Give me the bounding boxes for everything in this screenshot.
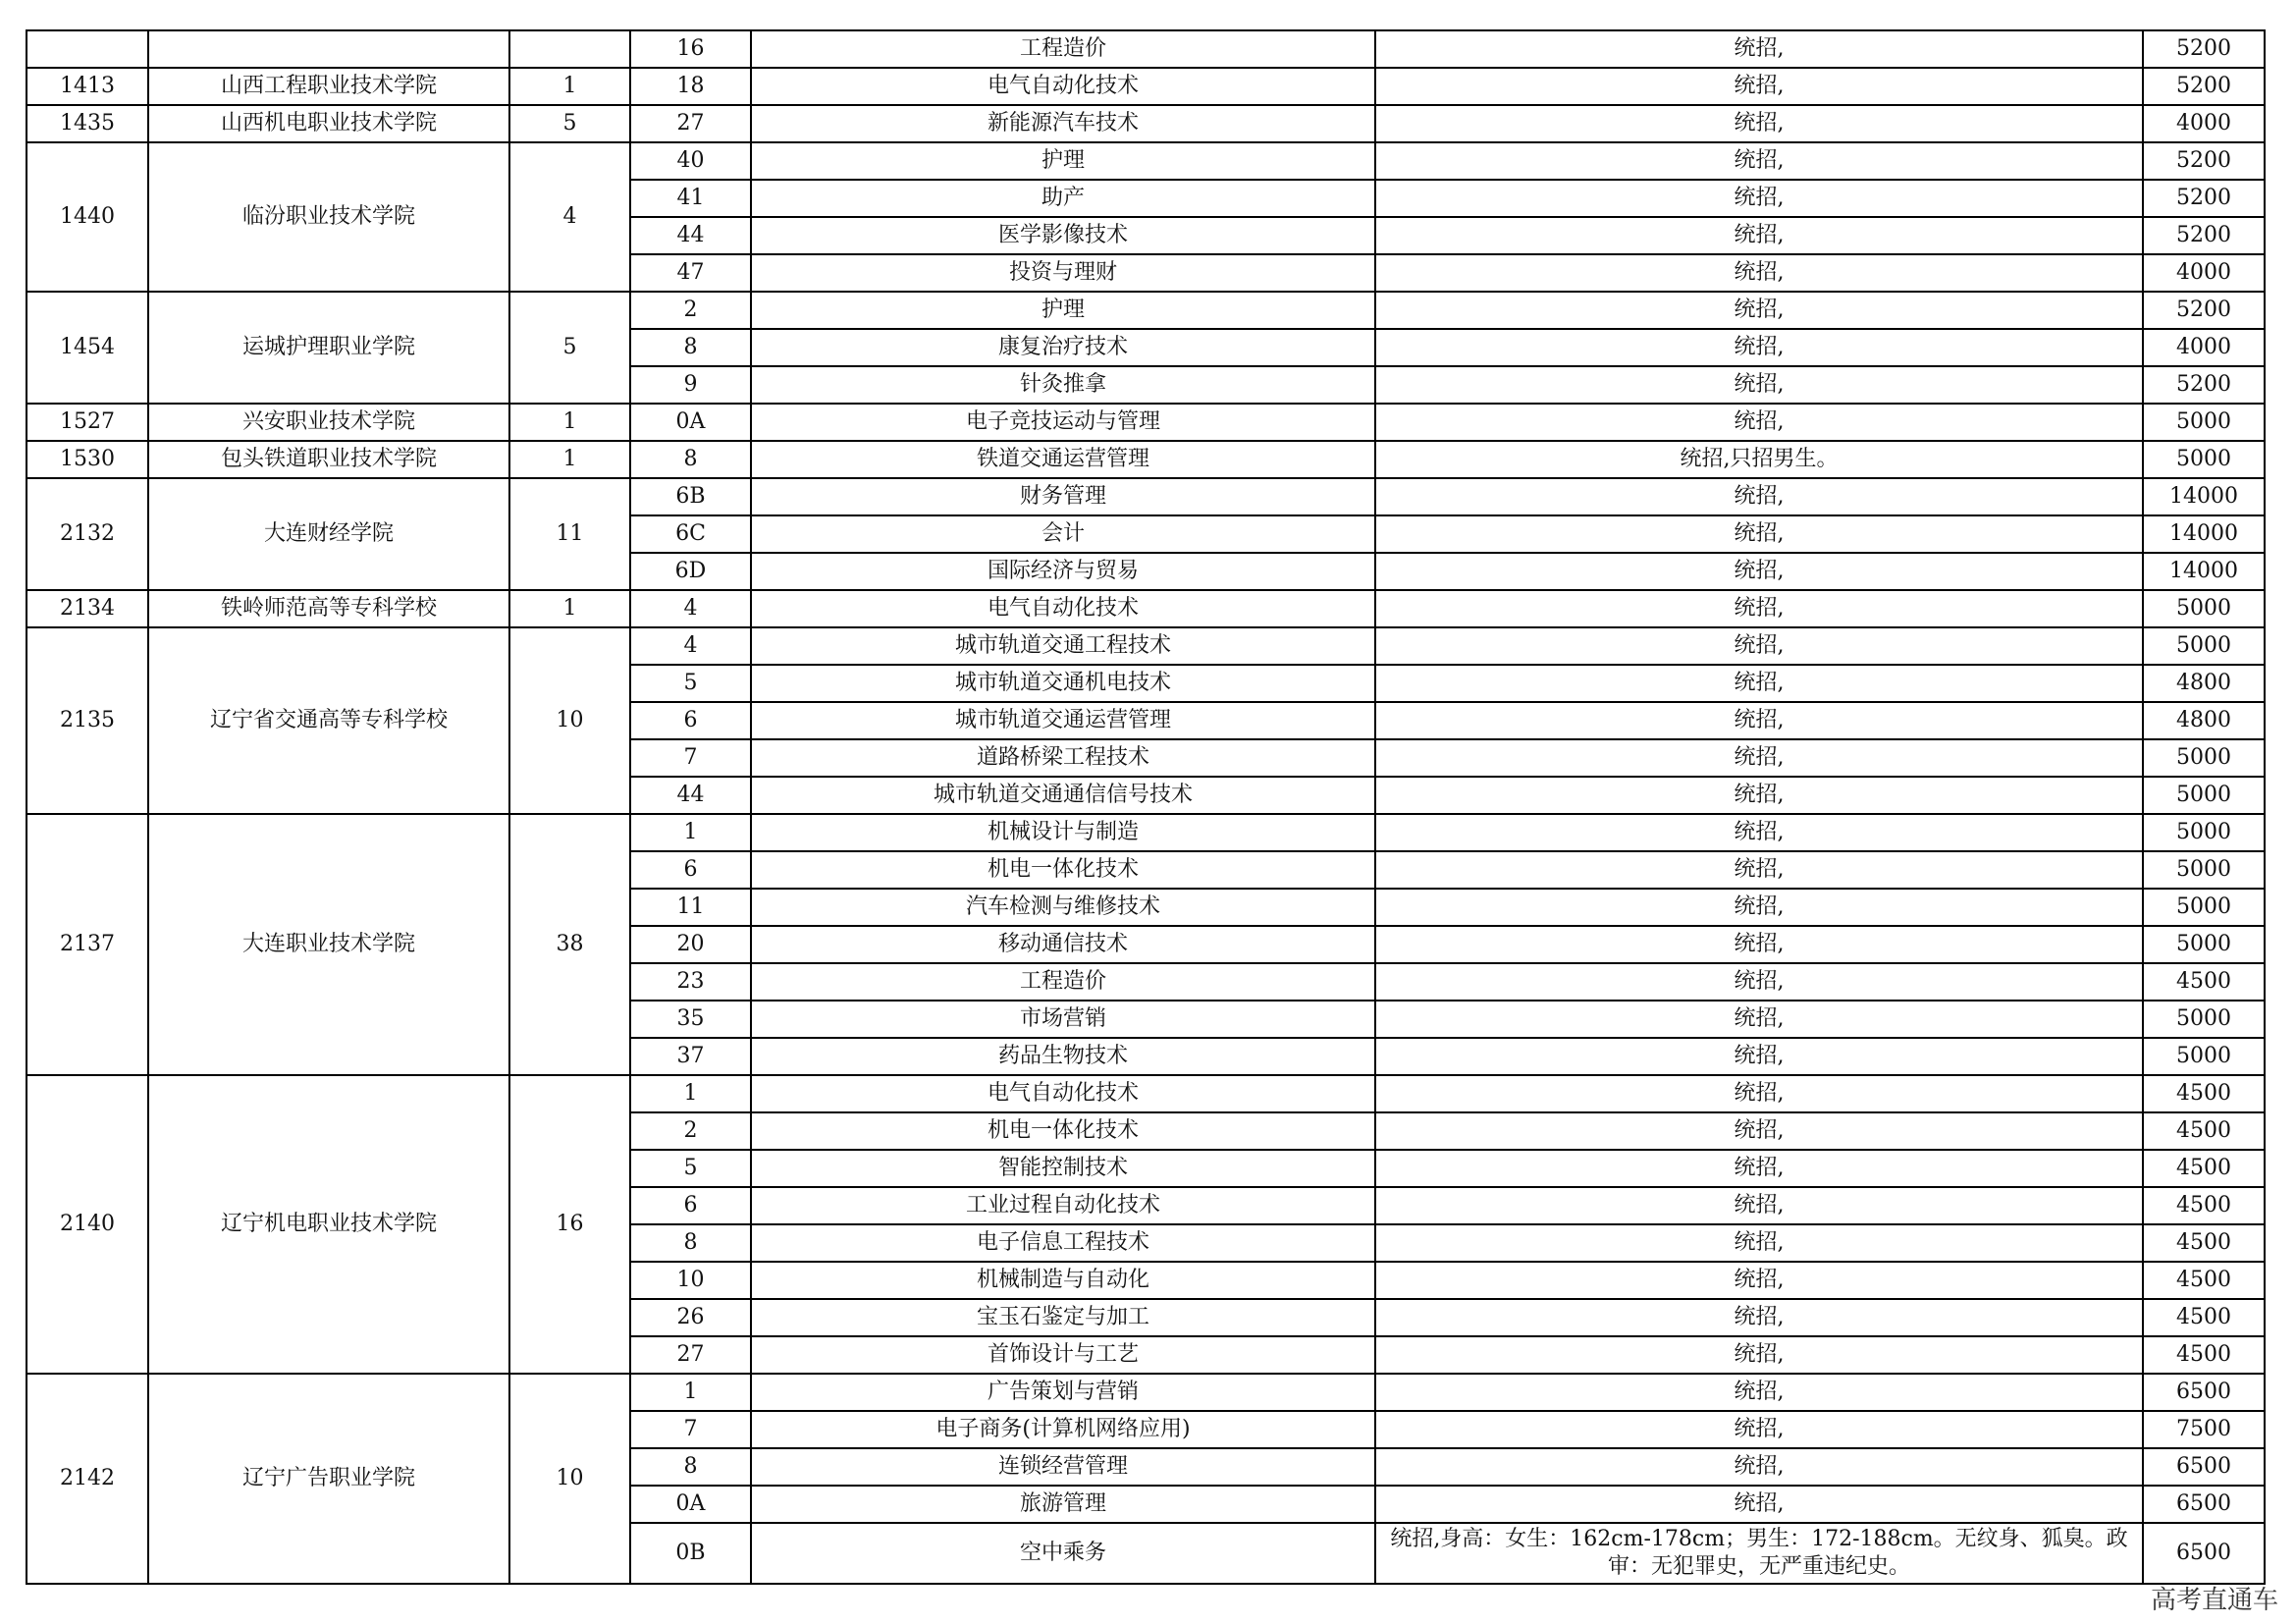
major-name-cell: 电子商务(计算机网络应用) <box>751 1411 1375 1448</box>
major-code-cell: 1 <box>630 1374 751 1411</box>
major-name-cell: 会计 <box>751 515 1375 553</box>
tuition-cell: 5200 <box>2143 366 2265 404</box>
plan-count-cell: 5 <box>509 105 630 142</box>
major-code-cell: 9 <box>630 366 751 404</box>
tuition-cell: 6500 <box>2143 1374 2265 1411</box>
tuition-cell: 5000 <box>2143 851 2265 889</box>
plan-count-cell <box>509 30 630 68</box>
major-code-cell: 8 <box>630 441 751 478</box>
note-cell: 统招, <box>1375 1075 2143 1112</box>
note-cell: 统招, <box>1375 105 2143 142</box>
major-name-cell: 城市轨道交通机电技术 <box>751 665 1375 702</box>
plan-count-cell: 5 <box>509 292 630 404</box>
major-name-cell: 移动通信技术 <box>751 926 1375 963</box>
note-cell: 统招, <box>1375 478 2143 515</box>
school-code-cell <box>27 30 148 68</box>
major-name-cell: 工程造价 <box>751 30 1375 68</box>
note-cell: 统招, <box>1375 1411 2143 1448</box>
tuition-cell: 5000 <box>2143 926 2265 963</box>
tuition-cell: 4500 <box>2143 1187 2265 1224</box>
major-code-cell: 6 <box>630 1187 751 1224</box>
major-name-cell: 电气自动化技术 <box>751 1075 1375 1112</box>
tuition-cell: 6500 <box>2143 1448 2265 1486</box>
major-name-cell: 康复治疗技术 <box>751 329 1375 366</box>
major-name-cell: 财务管理 <box>751 478 1375 515</box>
school-name-cell: 山西机电职业技术学院 <box>148 105 509 142</box>
table-row <box>27 142 2265 180</box>
enrollment-table <box>26 29 2266 1585</box>
tuition-cell: 4500 <box>2143 1224 2265 1262</box>
major-code-cell: 4 <box>630 627 751 665</box>
note-cell: 统招, <box>1375 739 2143 777</box>
major-code-cell: 18 <box>630 68 751 105</box>
note-cell: 统招, <box>1375 665 2143 702</box>
note-cell: 统招, <box>1375 1374 2143 1411</box>
note-cell: 统招, <box>1375 30 2143 68</box>
table-row <box>27 292 2265 329</box>
major-name-cell: 市场营销 <box>751 1001 1375 1038</box>
school-code-cell: 2134 <box>27 590 148 627</box>
major-name-cell: 投资与理财 <box>751 254 1375 292</box>
tuition-cell: 4800 <box>2143 702 2265 739</box>
table-row <box>27 1374 2265 1411</box>
note-cell: 统招, <box>1375 404 2143 441</box>
major-name-cell: 宝玉石鉴定与加工 <box>751 1299 1375 1336</box>
note-cell: 统招, <box>1375 254 2143 292</box>
major-name-cell: 电气自动化技术 <box>751 590 1375 627</box>
tuition-cell: 5200 <box>2143 30 2265 68</box>
major-name-cell: 铁道交通运营管理 <box>751 441 1375 478</box>
major-code-cell: 10 <box>630 1262 751 1299</box>
tuition-cell: 14000 <box>2143 553 2265 590</box>
major-code-cell: 23 <box>630 963 751 1001</box>
major-code-cell: 27 <box>630 105 751 142</box>
table-row <box>27 68 2265 105</box>
watermark: 高考直通车 <box>2150 1586 2278 1615</box>
plan-count-cell: 38 <box>509 814 630 1075</box>
table-row <box>27 814 2265 851</box>
note-cell: 统招,身高：女生：162cm-178cm；男生：172-188cm。无纹身、狐臭。政审：无犯罪史，无严重违纪史。 <box>1375 1523 2143 1584</box>
note-cell: 统招, <box>1375 366 2143 404</box>
major-code-cell: 4 <box>630 590 751 627</box>
major-code-cell: 44 <box>630 777 751 814</box>
major-code-cell: 26 <box>630 1299 751 1336</box>
note-cell: 统招, <box>1375 329 2143 366</box>
note-cell: 统招, <box>1375 515 2143 553</box>
note-cell: 统招, <box>1375 180 2143 217</box>
table-row <box>27 627 2265 665</box>
major-code-cell: 8 <box>630 329 751 366</box>
major-code-cell: 35 <box>630 1001 751 1038</box>
major-code-cell: 0A <box>630 404 751 441</box>
school-name-cell: 大连财经学院 <box>148 478 509 590</box>
major-name-cell: 药品生物技术 <box>751 1038 1375 1075</box>
major-code-cell: 1 <box>630 814 751 851</box>
plan-count-cell: 10 <box>509 627 630 814</box>
note-cell: 统招, <box>1375 777 2143 814</box>
school-code-cell: 2132 <box>27 478 148 590</box>
major-name-cell: 城市轨道交通通信信号技术 <box>751 777 1375 814</box>
major-name-cell: 机电一体化技术 <box>751 851 1375 889</box>
school-name-cell: 大连职业技术学院 <box>148 814 509 1075</box>
major-name-cell: 道路桥梁工程技术 <box>751 739 1375 777</box>
major-code-cell: 7 <box>630 1411 751 1448</box>
major-name-cell: 旅游管理 <box>751 1486 1375 1523</box>
major-code-cell: 6C <box>630 515 751 553</box>
major-name-cell: 国际经济与贸易 <box>751 553 1375 590</box>
note-cell: 统招, <box>1375 1336 2143 1374</box>
major-name-cell: 医学影像技术 <box>751 217 1375 254</box>
major-name-cell: 机电一体化技术 <box>751 1112 1375 1150</box>
tuition-cell: 5000 <box>2143 739 2265 777</box>
note-cell: 统招, <box>1375 553 2143 590</box>
school-code-cell: 1527 <box>27 404 148 441</box>
tuition-cell: 5000 <box>2143 441 2265 478</box>
school-name-cell: 辽宁省交通高等专科学校 <box>148 627 509 814</box>
note-cell: 统招, <box>1375 1038 2143 1075</box>
note-cell: 统招, <box>1375 68 2143 105</box>
plan-count-cell: 10 <box>509 1374 630 1584</box>
note-cell: 统招, <box>1375 217 2143 254</box>
major-code-cell: 0B <box>630 1523 751 1584</box>
major-name-cell: 广告策划与营销 <box>751 1374 1375 1411</box>
tuition-cell: 14000 <box>2143 478 2265 515</box>
tuition-cell: 5200 <box>2143 180 2265 217</box>
school-code-cell: 2137 <box>27 814 148 1075</box>
tuition-cell: 4500 <box>2143 1299 2265 1336</box>
table-row <box>27 590 2265 627</box>
major-code-cell: 8 <box>630 1448 751 1486</box>
note-cell: 统招, <box>1375 1262 2143 1299</box>
tuition-cell: 7500 <box>2143 1411 2265 1448</box>
note-cell: 统招, <box>1375 590 2143 627</box>
school-code-cell: 1435 <box>27 105 148 142</box>
note-cell: 统招, <box>1375 1187 2143 1224</box>
note-cell: 统招, <box>1375 1299 2143 1336</box>
note-cell: 统招, <box>1375 1150 2143 1187</box>
major-code-cell: 2 <box>630 292 751 329</box>
tuition-cell: 5000 <box>2143 777 2265 814</box>
major-code-cell: 0A <box>630 1486 751 1523</box>
tuition-cell: 5200 <box>2143 68 2265 105</box>
tuition-cell: 4000 <box>2143 105 2265 142</box>
tuition-cell: 4000 <box>2143 254 2265 292</box>
major-code-cell: 5 <box>630 665 751 702</box>
major-code-cell: 37 <box>630 1038 751 1075</box>
major-code-cell: 6 <box>630 702 751 739</box>
tuition-cell: 5000 <box>2143 590 2265 627</box>
tuition-cell: 5200 <box>2143 292 2265 329</box>
major-name-cell: 工业过程自动化技术 <box>751 1187 1375 1224</box>
note-cell: 统招, <box>1375 851 2143 889</box>
school-name-cell: 兴安职业技术学院 <box>148 404 509 441</box>
school-name-cell: 包头铁道职业技术学院 <box>148 441 509 478</box>
major-code-cell: 11 <box>630 889 751 926</box>
note-cell: 统招, <box>1375 702 2143 739</box>
tuition-cell: 5200 <box>2143 142 2265 180</box>
major-name-cell: 工程造价 <box>751 963 1375 1001</box>
major-code-cell: 7 <box>630 739 751 777</box>
plan-count-cell: 1 <box>509 404 630 441</box>
note-cell: 统招, <box>1375 1448 2143 1486</box>
major-code-cell: 2 <box>630 1112 751 1150</box>
tuition-cell: 4500 <box>2143 1336 2265 1374</box>
note-cell: 统招, <box>1375 1486 2143 1523</box>
note-cell: 统招, <box>1375 814 2143 851</box>
major-name-cell: 新能源汽车技术 <box>751 105 1375 142</box>
major-code-cell: 44 <box>630 217 751 254</box>
school-name-cell: 辽宁机电职业技术学院 <box>148 1075 509 1374</box>
plan-count-cell: 1 <box>509 441 630 478</box>
plan-count-cell: 1 <box>509 68 630 105</box>
school-code-cell: 1454 <box>27 292 148 404</box>
note-cell: 统招, <box>1375 627 2143 665</box>
major-name-cell: 连锁经营管理 <box>751 1448 1375 1486</box>
major-code-cell: 20 <box>630 926 751 963</box>
major-name-cell: 机械设计与制造 <box>751 814 1375 851</box>
major-name-cell: 城市轨道交通工程技术 <box>751 627 1375 665</box>
school-name-cell: 辽宁广告职业学院 <box>148 1374 509 1584</box>
tuition-cell: 5000 <box>2143 814 2265 851</box>
table-row <box>27 105 2265 142</box>
school-name-cell: 铁岭师范高等专科学校 <box>148 590 509 627</box>
tuition-cell: 5200 <box>2143 217 2265 254</box>
note-cell: 统招, <box>1375 926 2143 963</box>
note-cell: 统招, <box>1375 292 2143 329</box>
major-name-cell: 汽车检测与维修技术 <box>751 889 1375 926</box>
school-name-cell: 山西工程职业技术学院 <box>148 68 509 105</box>
school-code-cell: 2142 <box>27 1374 148 1584</box>
tuition-cell: 5000 <box>2143 404 2265 441</box>
major-code-cell: 5 <box>630 1150 751 1187</box>
note-cell: 统招,只招男生。 <box>1375 441 2143 478</box>
plan-count-cell: 16 <box>509 1075 630 1374</box>
major-code-cell: 16 <box>630 30 751 68</box>
school-code-cell: 1530 <box>27 441 148 478</box>
plan-count-cell: 11 <box>509 478 630 590</box>
tuition-cell: 4800 <box>2143 665 2265 702</box>
tuition-cell: 4500 <box>2143 1075 2265 1112</box>
major-code-cell: 27 <box>630 1336 751 1374</box>
tuition-cell: 5000 <box>2143 1038 2265 1075</box>
table-body <box>27 30 2265 1584</box>
major-name-cell: 电子竞技运动与管理 <box>751 404 1375 441</box>
school-name-cell <box>148 30 509 68</box>
school-code-cell: 2140 <box>27 1075 148 1374</box>
table-row <box>27 1075 2265 1112</box>
school-code-cell: 2135 <box>27 627 148 814</box>
plan-count-cell: 4 <box>509 142 630 292</box>
note-cell: 统招, <box>1375 889 2143 926</box>
tuition-cell: 4500 <box>2143 1262 2265 1299</box>
major-name-cell: 空中乘务 <box>751 1523 1375 1584</box>
tuition-cell: 4500 <box>2143 1112 2265 1150</box>
major-name-cell: 护理 <box>751 142 1375 180</box>
major-name-cell: 助产 <box>751 180 1375 217</box>
major-code-cell: 41 <box>630 180 751 217</box>
tuition-cell: 6500 <box>2143 1523 2265 1584</box>
major-code-cell: 6B <box>630 478 751 515</box>
tuition-cell: 5000 <box>2143 1001 2265 1038</box>
note-cell: 统招, <box>1375 1112 2143 1150</box>
tuition-cell: 5000 <box>2143 889 2265 926</box>
major-name-cell: 智能控制技术 <box>751 1150 1375 1187</box>
major-name-cell: 电气自动化技术 <box>751 68 1375 105</box>
major-name-cell: 针灸推拿 <box>751 366 1375 404</box>
plan-count-cell: 1 <box>509 590 630 627</box>
major-name-cell: 首饰设计与工艺 <box>751 1336 1375 1374</box>
major-code-cell: 6D <box>630 553 751 590</box>
note-cell: 统招, <box>1375 1001 2143 1038</box>
note-cell: 统招, <box>1375 1224 2143 1262</box>
table-row <box>27 478 2265 515</box>
note-cell: 统招, <box>1375 142 2143 180</box>
major-name-cell: 护理 <box>751 292 1375 329</box>
major-code-cell: 1 <box>630 1075 751 1112</box>
table-row <box>27 441 2265 478</box>
major-name-cell: 电子信息工程技术 <box>751 1224 1375 1262</box>
major-name-cell: 城市轨道交通运营管理 <box>751 702 1375 739</box>
table-row <box>27 30 2265 68</box>
major-name-cell: 机械制造与自动化 <box>751 1262 1375 1299</box>
tuition-cell: 5000 <box>2143 627 2265 665</box>
school-name-cell: 运城护理职业学院 <box>148 292 509 404</box>
tuition-cell: 6500 <box>2143 1486 2265 1523</box>
tuition-cell: 4500 <box>2143 1150 2265 1187</box>
major-code-cell: 40 <box>630 142 751 180</box>
table-row <box>27 404 2265 441</box>
note-cell: 统招, <box>1375 963 2143 1001</box>
tuition-cell: 4500 <box>2143 963 2265 1001</box>
major-code-cell: 47 <box>630 254 751 292</box>
major-code-cell: 6 <box>630 851 751 889</box>
school-code-cell: 1440 <box>27 142 148 292</box>
tuition-cell: 14000 <box>2143 515 2265 553</box>
school-name-cell: 临汾职业技术学院 <box>148 142 509 292</box>
tuition-cell: 4000 <box>2143 329 2265 366</box>
school-code-cell: 1413 <box>27 68 148 105</box>
major-code-cell: 8 <box>630 1224 751 1262</box>
